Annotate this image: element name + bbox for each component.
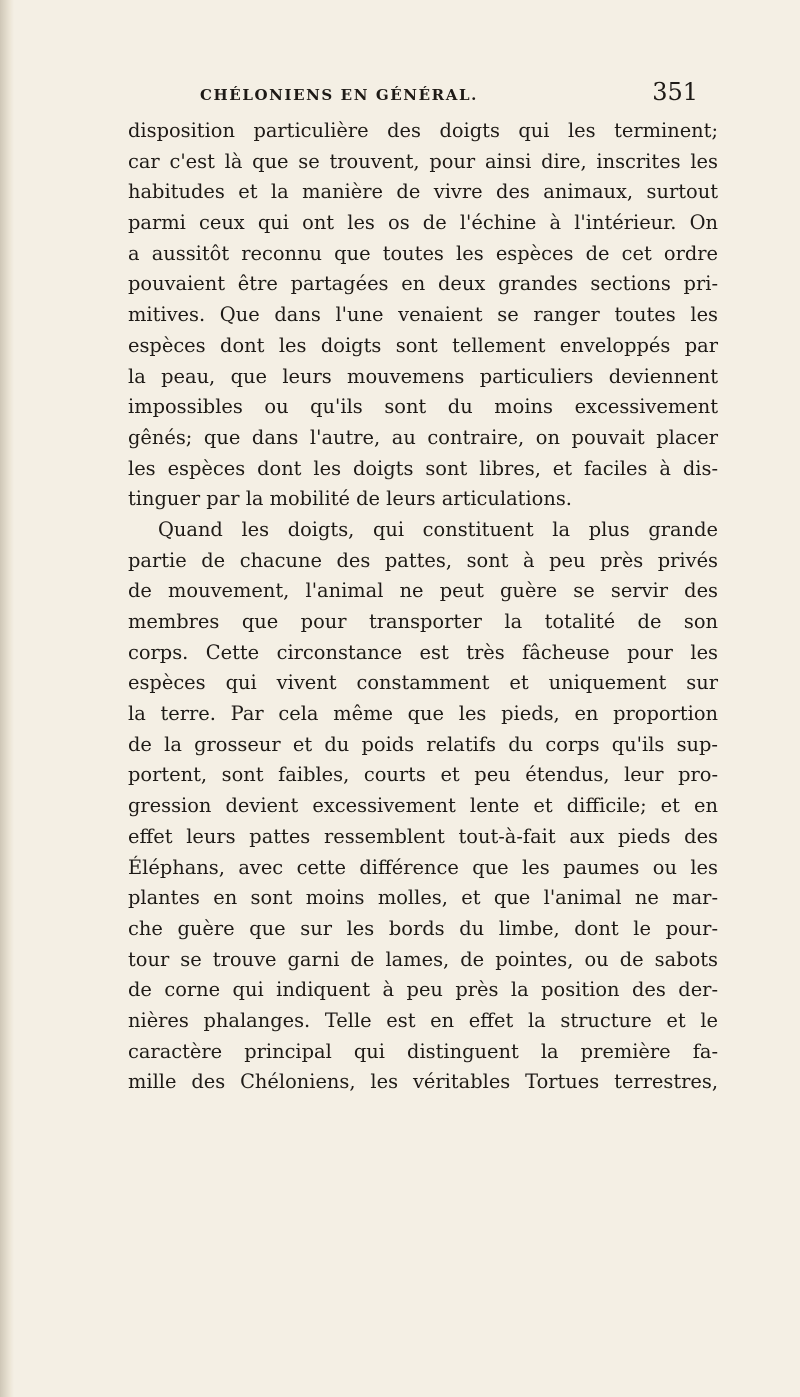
text-line: mille des Chéloniens, les véritables Tortues terrestres, [128,1070,718,1094]
page-number: 351 [652,78,698,106]
text-line: Éléphans, avec cette différence que les paumes ou les [128,855,718,879]
text-line: caractère principal qui distinguent la première fa- [128,1039,718,1063]
text-line: plantes en sont moins molles, et que l'animal ne mar- [128,886,718,910]
text-line: effet leurs pattes ressemblent tout-à-fait aux pieds des [128,824,718,848]
body-text [128,116,718,1098]
text-line: gression devient excessivement lente et difficile; et en [128,794,718,818]
text-line: tour se trouve garni de lames, de pointes, ou de sabots [128,947,718,971]
text-line: mitives. Que dans l'une venaient se ranger toutes les [128,303,718,327]
text-line: disposition particulière des doigts qui les terminent; [128,119,718,142]
text-line: portent, sont faibles, courts et peu étendus, leur pro- [128,763,718,787]
text-line: impossibles ou qu'ils sont du moins excessivement [128,395,718,419]
text-line: parmi ceux qui ont les os de l'échine à l'intérieur. On [128,211,718,235]
text-line: membres que pour transporter la totalité de son [128,610,718,633]
text-line: espèces qui vivent constamment et uniquement sur [128,671,718,695]
text-line: partie de chacune des pattes, sont à peu près privés [128,548,718,572]
text-line: de mouvement, l'animal ne peut guère se servir des [128,579,718,603]
text-line: pouvaient être partagées en deux grandes sections pri- [128,272,718,296]
text-line: Quand les doigts, qui constituent la plus grande [158,517,718,541]
text-line: a aussitôt reconnu que toutes les espèces de cet ordre [128,241,718,265]
text-line: de corne qui indiquent à peu près la position des der- [128,978,718,1002]
text-line: nières phalanges. Telle est en effet la structure et le [128,1008,718,1032]
text-line: la terre. Par cela même que les pieds, en proportion [128,702,718,726]
text-line: corps. Cette circonstance est très fâcheuse pour les [128,640,718,664]
text-line: la peau, que leurs mouvemens particuliers deviennent [128,364,718,388]
running-head: CHÉLONIENS EN GÉNÉRAL. [200,86,478,104]
text-line: les espèces dont les doigts sont libres, et faciles à dis- [128,456,718,480]
text-line: espèces dont les doigts sont tellement enveloppés par [128,333,718,357]
text-line: car c'est là que se trouvent, pour ainsi dire, inscrites les [128,149,718,173]
page-header [128,76,718,116]
text-line: gênés; que dans l'autre, au contraire, on pouvait placer [128,425,718,449]
page-edge-shadow [0,0,14,1397]
text-line: che guère que sur les bords du limbe, dont le pour- [128,916,718,940]
book-page [128,76,718,1098]
text-line: tinguer par la mobilité de leurs articulations. [128,487,572,511]
text-line: de la grosseur et du poids relatifs du corps qu'ils sup- [128,732,718,756]
text-line: habitudes et la manière de vivre des animaux, surtout [128,180,718,204]
